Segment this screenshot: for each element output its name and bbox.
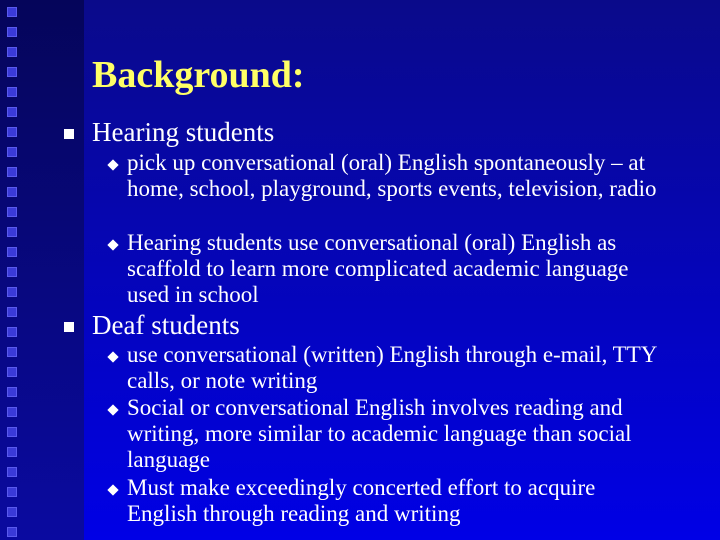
decorative-square — [7, 387, 17, 397]
bullet-text: pick up conversational (oral) English spontaneously – at home, school, playground, sports events, television, radio — [127, 150, 657, 201]
section-heading-label: Hearing students — [92, 117, 275, 147]
decorative-square — [7, 427, 17, 437]
decorative-square — [7, 467, 17, 477]
decorative-square — [7, 247, 17, 257]
section-heading-label: Deaf students — [92, 310, 240, 340]
diamond-bullet-icon — [107, 404, 118, 415]
decorative-square — [7, 47, 17, 57]
square-bullet-icon — [64, 129, 74, 139]
decorative-square-column — [2, 0, 22, 540]
diamond-bullet-icon — [107, 484, 118, 495]
decorative-square — [7, 207, 17, 217]
decorative-square — [7, 327, 17, 337]
decorative-square — [7, 447, 17, 457]
diamond-bullet-icon — [107, 159, 118, 170]
bullet-item — [107, 150, 667, 202]
decorative-square — [7, 267, 17, 277]
decorative-square — [7, 167, 17, 177]
bullet-text: use conversational (written) English through e-mail, TTY calls, or note writing — [127, 342, 657, 393]
decorative-square — [7, 287, 17, 297]
decorative-square — [7, 487, 17, 497]
decorative-square — [7, 107, 17, 117]
decorative-square — [7, 527, 17, 537]
decorative-square — [7, 187, 17, 197]
decorative-square — [7, 7, 17, 17]
slide-title: Background: — [92, 54, 305, 96]
diamond-bullet-icon — [107, 351, 118, 362]
decorative-square — [7, 67, 17, 77]
decorative-square — [7, 307, 17, 317]
square-bullet-icon — [64, 322, 74, 332]
decorative-square — [7, 87, 17, 97]
section-heading-hearing — [64, 119, 274, 146]
bullet-item — [107, 342, 667, 394]
bullet-item — [107, 475, 667, 527]
bullet-text: Hearing students use conversational (oral) English as scaffold to learn more complicated academic language used in school — [127, 230, 629, 307]
decorative-square — [7, 27, 17, 37]
decorative-square — [7, 367, 17, 377]
decorative-square — [7, 507, 17, 517]
decorative-square — [7, 227, 17, 237]
section-heading-deaf — [64, 312, 240, 339]
decorative-square — [7, 347, 17, 357]
decorative-square — [7, 147, 17, 157]
bullet-item — [107, 230, 667, 308]
decorative-square — [7, 127, 17, 137]
bullet-text: Social or conversational English involves reading and writing, more similar to academic language than social language — [127, 395, 632, 472]
diamond-bullet-icon — [107, 239, 118, 250]
bullet-text: Must make exceedingly concerted effort to acquire English through reading and writing — [127, 475, 596, 526]
bullet-item — [107, 395, 667, 473]
decorative-square — [7, 407, 17, 417]
